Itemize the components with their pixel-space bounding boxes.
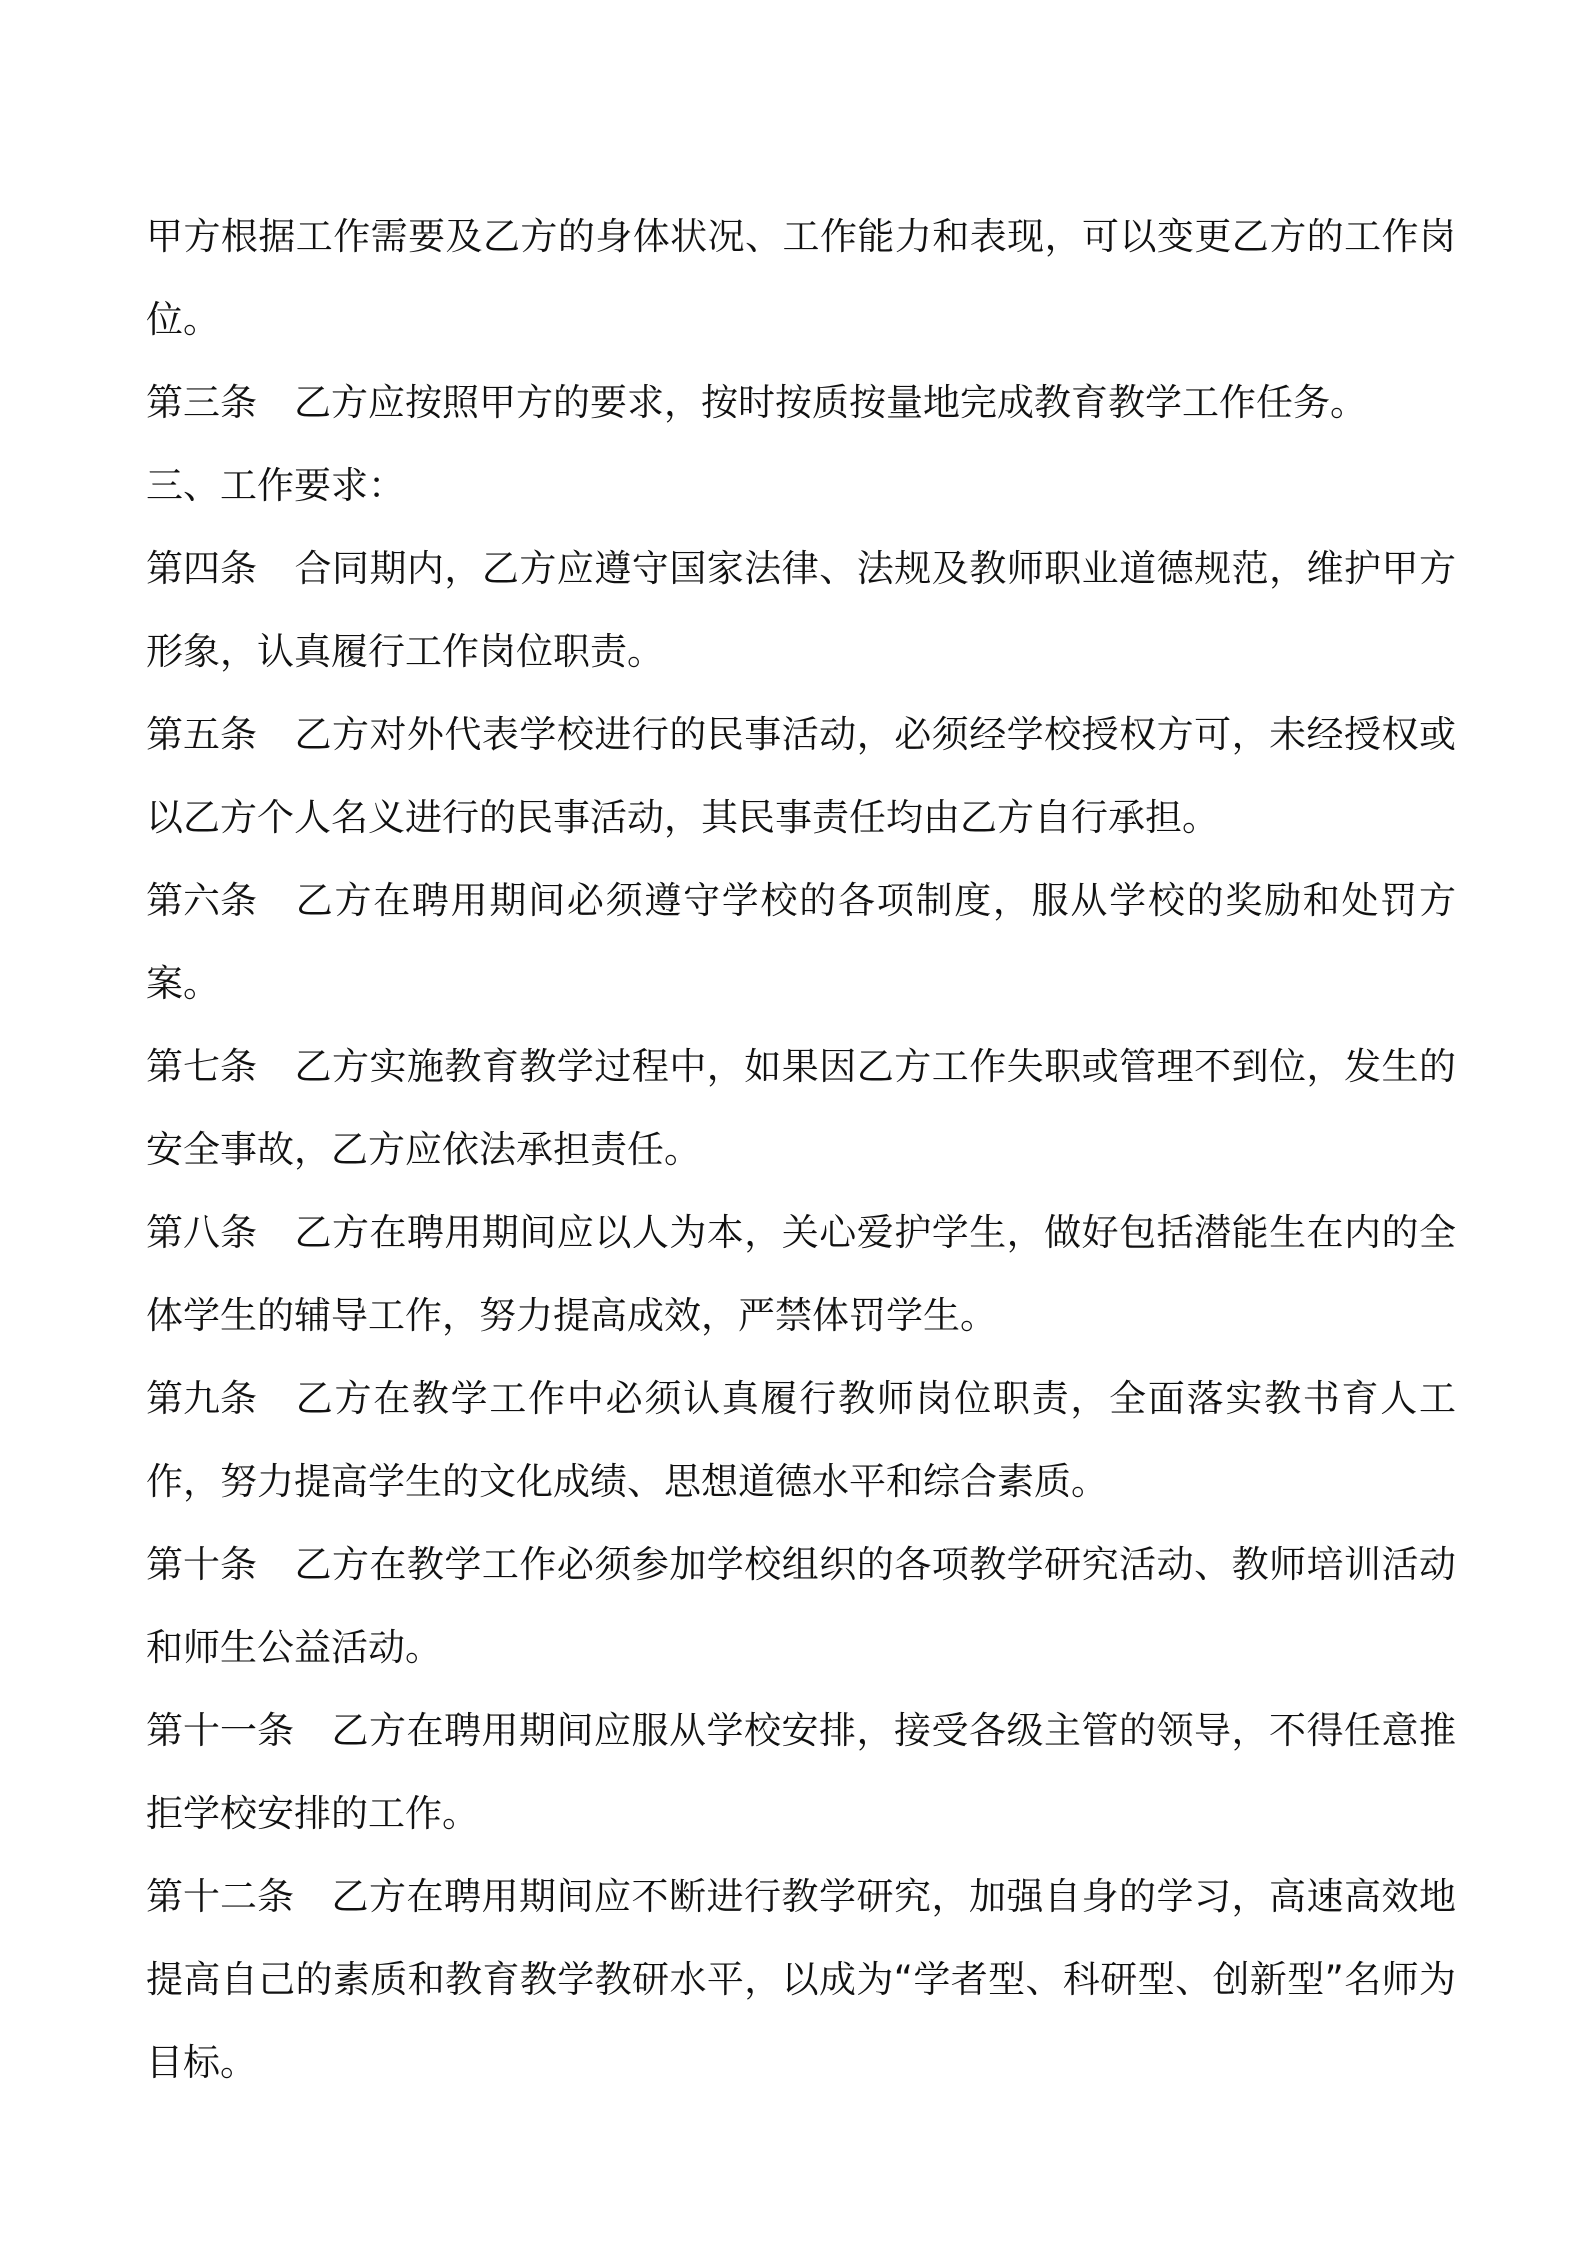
article-label: 第十一条 (146, 1709, 294, 1752)
article-text: 乙方对外代表学校进行的民事活动，必须经学校授权方可，未经授权或以乙方个人名义进行的民事活动，其民事责任均由乙方自行承担。 (146, 713, 1456, 839)
article-text: 乙方在聘用期间应不断进行教学研究，加强自身的学习，高速高效地提高自己的素质和教育教学教研水平，以成为“学者型、科研型、创新型”名师为目标。 (146, 1875, 1456, 2084)
article-text: 乙方实施教育教学过程中，如果因乙方工作失职或管理不到位，发生的安全事故，乙方应依法承担责任。 (146, 1045, 1456, 1171)
article-text: 乙方在教学工作必须参加学校组织的各项教学研究活动、教师培训活动和师生公益活动。 (146, 1543, 1456, 1669)
article-4 (146, 527, 1456, 693)
article-7 (146, 1025, 1456, 1191)
article-text: 乙方在聘用期间应以人为本，关心爱护学生，做好包括潜能生在内的全体学生的辅导工作，努力提高成效，严禁体罚学生。 (146, 1211, 1456, 1337)
article-label: 第七条 (146, 1045, 257, 1088)
article-6 (146, 859, 1456, 1025)
article-12 (146, 1855, 1456, 2104)
article-5 (146, 693, 1456, 859)
article-3 (146, 361, 1456, 444)
article-text: 乙方在聘用期间应服从学校安排，接受各级主管的领导，不得任意推拒学校安排的工作。 (146, 1709, 1456, 1835)
article-label: 第十二条 (146, 1875, 294, 1918)
document-page (146, 195, 1456, 2104)
article-label: 第四条 (146, 547, 257, 590)
article-text: 合同期内，乙方应遵守国家法律、法规及教师职业道德规范，维护甲方形象，认真履行工作岗位职责。 (146, 547, 1456, 673)
article-label: 第十条 (146, 1543, 257, 1586)
paragraph-text: 甲方根据工作需要及乙方的身体状况、工作能力和表现，可以变更乙方的工作岗位。 (146, 215, 1456, 341)
article-text: 乙方在教学工作中必须认真履行教师岗位职责，全面落实教书育人工作，努力提高学生的文化成绩、思想道德水平和综合素质。 (146, 1377, 1456, 1503)
article-label: 第三条 (146, 381, 257, 424)
article-8 (146, 1191, 1456, 1357)
article-10 (146, 1523, 1456, 1689)
article-text: 乙方应按照甲方的要求，按时按质按量地完成教育教学工作任务。 (294, 381, 1367, 424)
article-label: 第五条 (146, 713, 257, 756)
article-label: 第八条 (146, 1211, 257, 1254)
article-text: 乙方在聘用期间必须遵守学校的各项制度，服从学校的奖励和处罚方案。 (146, 879, 1456, 1005)
paragraph-continuation (146, 195, 1456, 361)
article-11 (146, 1689, 1456, 1855)
article-9 (146, 1357, 1456, 1523)
article-label: 第六条 (146, 879, 257, 922)
article-label: 第九条 (146, 1377, 257, 1420)
section-heading (146, 444, 1456, 527)
section-heading-text: 三、工作要求： (146, 464, 405, 507)
